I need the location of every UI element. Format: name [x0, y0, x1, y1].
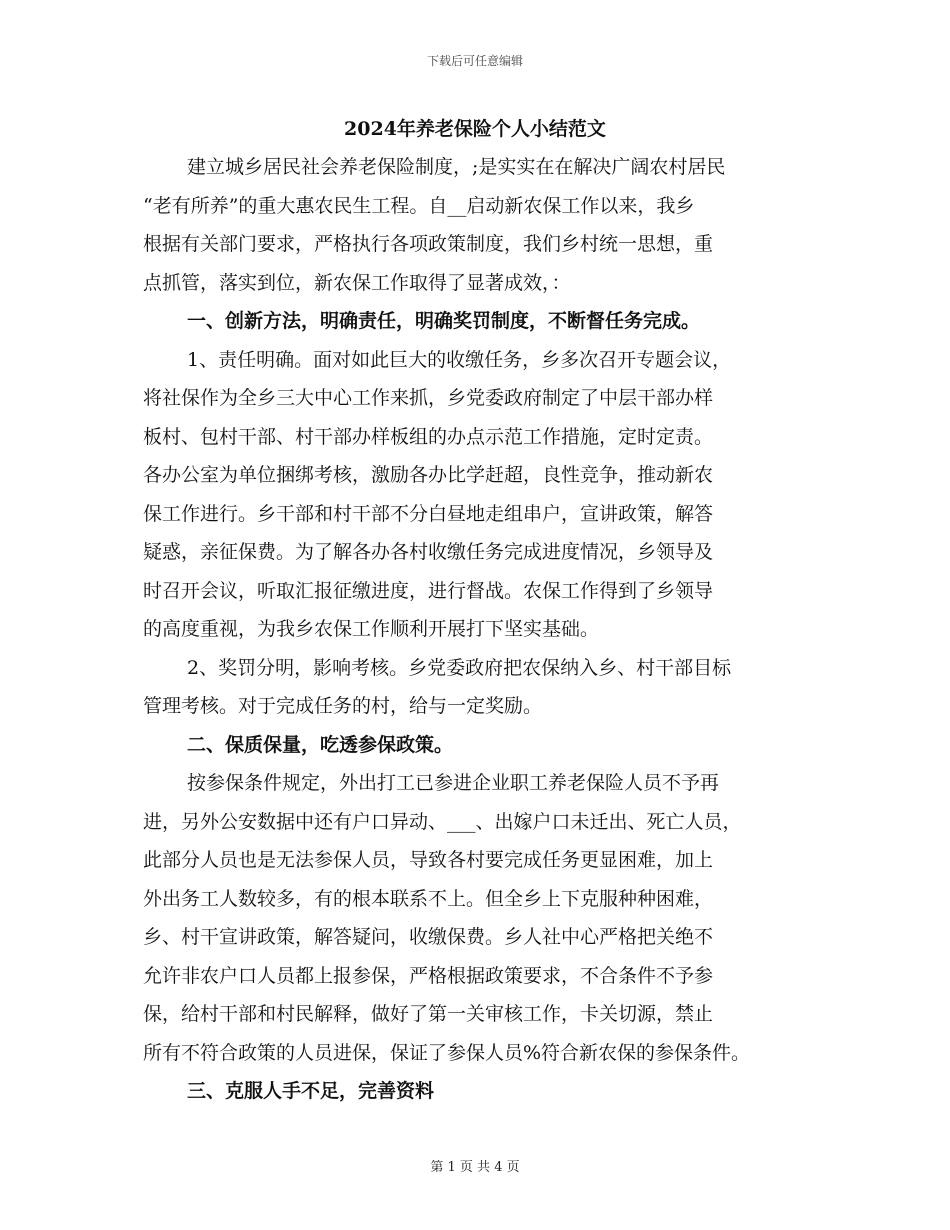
paragraph-line: 所有不符合政策的人员进保，保证了参保人员%符合新农保的参保条件。 [143, 1041, 751, 1064]
paragraph-line: 的高度重视，为我乡农保工作顺利开展打下坚实基础。 [143, 618, 600, 640]
section-heading: 二、保质保量，吃透参保政策。 [187, 733, 454, 756]
paragraph-line: 管理考核。对于完成任务的村，给与一定奖励。 [143, 695, 543, 717]
paragraph-line: 允许非农户口人员都上报参保，严格根据政策要求，不合条件不予参 [143, 964, 714, 987]
paragraph-line: 点抓管，落实到位，新农保工作取得了显著成效，： [143, 271, 571, 294]
paragraph-line: 乡、村干宣讲政策，解答疑问，收缴保费。乡人社中心严格把关绝不 [143, 926, 714, 948]
paragraph-line: 板村、包村干部、村干部办样板组的办点示范工作措施，定时定责。 [143, 425, 714, 448]
paragraph-line: 2、奖罚分明，影响考核。乡党委政府把农保纳入乡、村干部目标 [187, 656, 732, 679]
paragraph-line: 保，给村干部和村民解释，做好了第一关审核工作，卡关切源，禁止 [143, 1003, 714, 1025]
paragraph-line: 根据有关部门要求，严格执行各项政策制度，我们乡村统一思想，重 [143, 233, 714, 255]
paragraph-line: 保工作进行。乡干部和村干部不分白昼地走组串户，宣讲政策，解答 [143, 502, 714, 525]
paragraph-line: 按参保条件规定，外出打工已参进企业职工养老保险人员不予再 [187, 772, 720, 794]
section-heading: 一、创新方法，明确责任，明确奖罚制度，不断督任务完成。 [187, 310, 701, 332]
section-heading: 三、克服人手不足，完善资料 [187, 1080, 435, 1102]
page-number: 第 1 页 共 4 页 [430, 1160, 520, 1175]
paragraph-line: 此部分人员也是无法参保人员，导致各村要完成任务更显困难，加上 [143, 849, 714, 871]
paragraph-line: 将社保作为全乡三大中心工作来抓，乡党委政府制定了中层干部办样 [143, 387, 714, 409]
paragraph-line: 进，另外公安数据中还有户口异动、___、出嫁户口未迁出、死亡人员， [143, 810, 742, 833]
paragraph-line: 1、责任明确。面对如此巨大的收缴任务，乡多次召开专题会议， [187, 348, 732, 371]
document-body [143, 148, 818, 1111]
paragraph-line: 疑惑，亲征保费。为了解各办各村收缴任务完成进度情况，乡领导及 [143, 541, 714, 563]
document-title: 2024年养老保险个人小结范文 [344, 118, 606, 140]
header-note: 下载后可任意编辑 [426, 54, 523, 68]
paragraph-line: 建立城乡居民社会养老保险制度，;是实实在在解决广阔农村居民 [187, 156, 726, 178]
paragraph-line: “老有所养”的重大惠农民生工程。自__启动新农保工作以来，我乡 [143, 194, 695, 217]
paragraph-line: 外出务工人数较多，有的根本联系不上。但全乡上下克服种种困难， [143, 887, 714, 910]
paragraph-line: 时召开会议，听取汇报征缴进度，进行督战。农保工作得到了乡领导 [143, 579, 714, 602]
paragraph-line: 各办公室为单位捆绑考核，激励各办比学赶超，良性竞争，推动新农 [143, 464, 714, 486]
